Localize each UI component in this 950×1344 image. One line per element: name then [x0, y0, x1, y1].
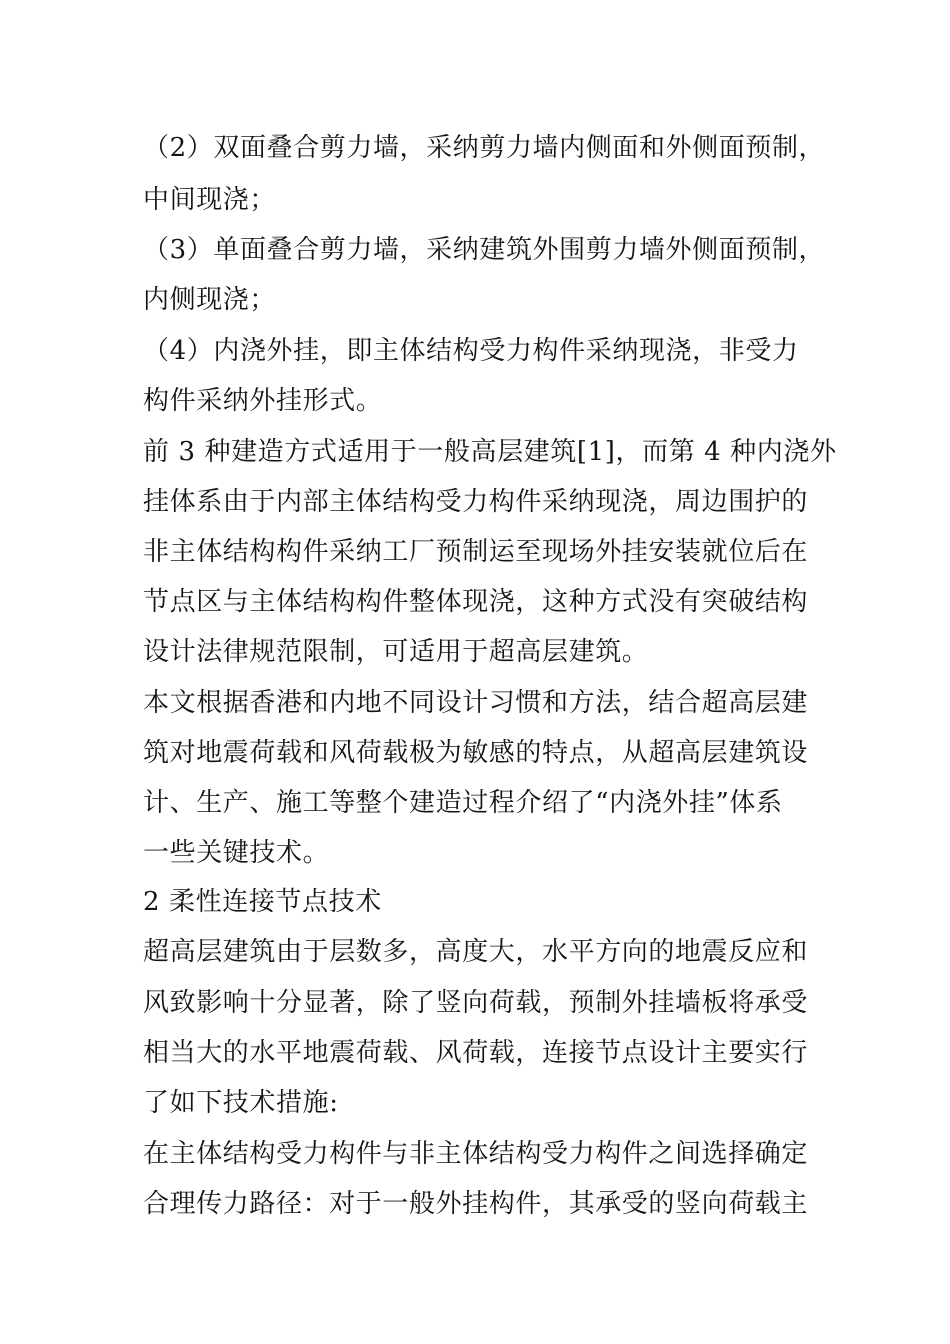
text-line-4: 内侧现浇； — [143, 285, 277, 315]
text-line-19: 相当大的水平地震荷载、风荷载，连接节点设计主要实行 — [143, 1038, 809, 1068]
text-line-8: 挂体系由于内部主体结构受力构件采纳现浇，周边围护的 — [143, 487, 809, 517]
text-line-14: 计、生产、施工等整个建造过程介绍了“内浇外挂”体系 — [143, 788, 783, 818]
text-line-11: 设计法律规范限制，可适用于超高层建筑。 — [143, 637, 649, 667]
text-line-17: 超高层建筑由于层数多，高度大，水平方向的地震反应和 — [143, 937, 809, 967]
text-line-22: 合理传力路径：对于一般外挂构件，其承受的竖向荷载主 — [143, 1189, 809, 1219]
text-line-7: 前 3 种建造方式适用于一般高层建筑[1]，而第 4 种内浇外 — [143, 437, 837, 467]
text-line-10: 节点区与主体结构构件整体现浇，这种方式没有突破结构 — [143, 587, 809, 617]
text-line-6: 构件采纳外挂形式。 — [143, 386, 383, 416]
text-line-21: 在主体结构受力构件与非主体结构受力构件之间选择确定 — [143, 1139, 809, 1169]
section-heading: 2 柔性连接节点技术 — [143, 887, 382, 917]
text-line-20: 了如下技术措施: — [143, 1088, 339, 1118]
text-line-13: 筑对地震荷载和风荷载极为敏感的特点，从超高层建筑设 — [143, 738, 809, 768]
text-line-15: 一些关键技术。 — [143, 838, 330, 868]
text-line-2: 中间现浇； — [143, 185, 277, 215]
text-line-12: 本文根据香港和内地不同设计习惯和方法，结合超高层建 — [143, 688, 809, 718]
text-line-1: （2）双面叠合剪力墙，采纳剪力墙内侧面和外侧面预制， — [143, 133, 826, 163]
text-line-9: 非主体结构构件采纳工厂预制运至现场外挂安装就位后在 — [143, 537, 809, 567]
text-line-3: （3）单面叠合剪力墙，采纳建筑外围剪力墙外侧面预制， — [143, 235, 826, 265]
text-line-18: 风致影响十分显著，除了竖向荷载，预制外挂墙板将承受 — [143, 988, 809, 1018]
text-line-5: （4）内浇外挂，即主体结构受力构件采纳现浇，非受力 — [143, 336, 799, 366]
